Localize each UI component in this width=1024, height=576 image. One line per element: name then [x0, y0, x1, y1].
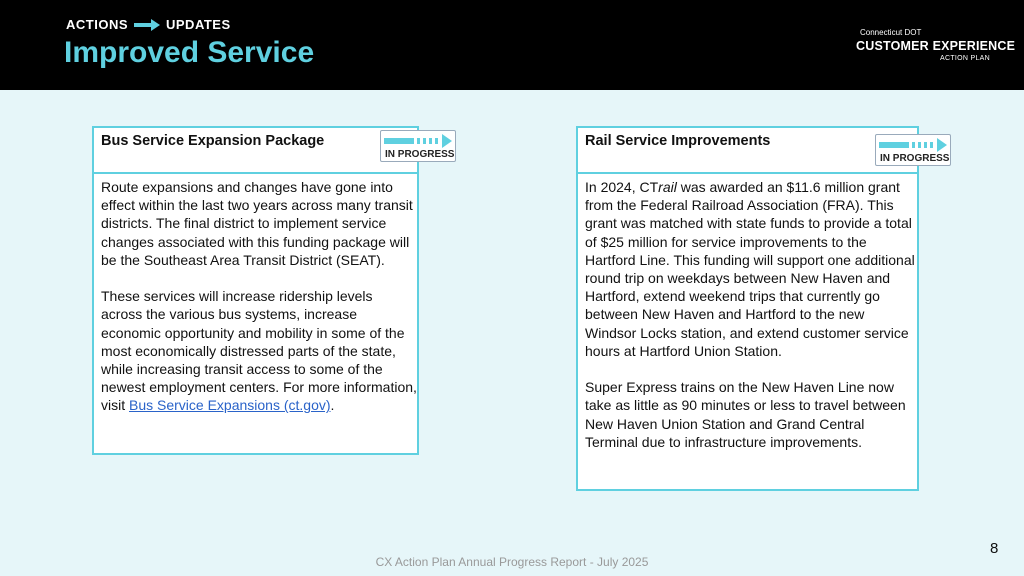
- page-number: 8: [990, 540, 999, 557]
- cx-logo: [856, 28, 1016, 68]
- card-paragraph: These services will increase ridership levels across the various bus systems, increase economic opportunity and mobility in some of the most economically distressed parts of the state, while increasing transit access to some of the newest employment centers. For more information, visit Bus Service Expansions (ct.gov).: [101, 288, 417, 414]
- card-title: Rail Service Improvements: [585, 133, 771, 149]
- status-badge-label: IN PROGRESS: [880, 153, 950, 164]
- bus-service-expansions-link[interactable]: Bus Service Expansions (ct.gov): [129, 397, 331, 414]
- status-badge: [380, 130, 456, 162]
- card-body: [585, 178, 917, 451]
- card-paragraph: In 2024, CTrail was awarded an $11.6 million grant from the Federal Railroad Association (FRA). This grant was matched with state funds to provide a total of $25 million for service improvements to the Hartford Line. This funding will support one additional round trip on weekdays between New Haven and Hartford, extend weekend trips that currently go between New Haven and Hartford to the new Windsor Locks station, and extend customer service hours at Hartford Union Station.: [585, 179, 915, 359]
- footer-text: CX Action Plan Annual Progress Report - July 2025: [375, 555, 649, 569]
- header-bar: [0, 0, 1024, 90]
- card-title: Bus Service Expansion Package: [101, 133, 325, 149]
- page-title: Improved Service: [64, 36, 315, 69]
- rail-service-card: [576, 126, 919, 491]
- breadcrumb-to: UPDATES: [166, 17, 231, 32]
- card-paragraph: Super Express trains on the New Haven Line now take as little as 90 minutes or less to travel between New Haven Union Station and Grand Central Terminal due to infrastructure improvements.: [585, 379, 906, 450]
- card-paragraph: Route expansions and changes have gone into effect within the last two years across many transit districts. The final district to implement service changes associated with this funding package will be the Southeast Area Transit District (SEAT).: [101, 179, 413, 268]
- logo-sub: ACTION PLAN: [940, 55, 990, 62]
- progress-arrow-icon: [879, 138, 949, 152]
- breadcrumb: [66, 17, 231, 32]
- breadcrumb-from: ACTIONS: [66, 17, 128, 32]
- card-header: [578, 128, 917, 174]
- status-badge-label: IN PROGRESS: [385, 149, 455, 160]
- progress-arrow-icon: [384, 134, 454, 148]
- card-body: [101, 178, 417, 415]
- bus-service-card: [92, 126, 419, 455]
- status-badge: [875, 134, 951, 166]
- logo-org: Connecticut DOT: [860, 28, 922, 37]
- logo-main: CUSTOMER EXPERIENCE: [856, 39, 1016, 53]
- right-arrow-icon: [134, 19, 160, 31]
- card-header: [94, 128, 417, 174]
